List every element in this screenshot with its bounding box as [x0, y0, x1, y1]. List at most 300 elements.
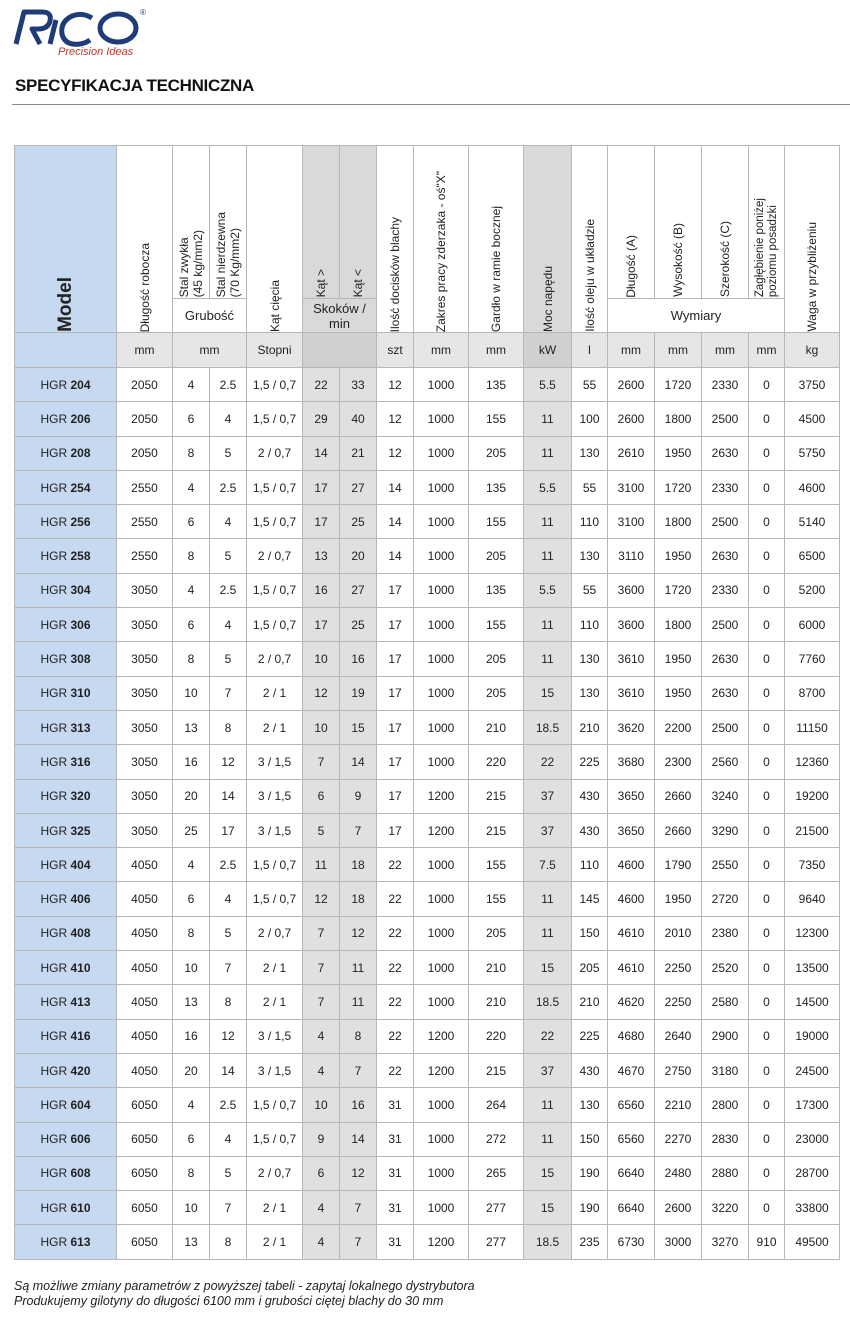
table-cell: 23000	[785, 1122, 840, 1156]
table-cell: 155	[469, 608, 524, 642]
table-cell: 1000	[414, 745, 469, 779]
rico-logo	[12, 6, 152, 60]
table-cell: 0	[749, 1191, 785, 1225]
table-cell: 4050	[117, 916, 173, 950]
model-cell: HGR 320	[15, 779, 117, 813]
table-cell: 25	[173, 813, 210, 847]
table-cell: 3050	[117, 813, 173, 847]
col-dlugosc-a: Długość (A)	[608, 146, 655, 299]
table-cell: 1,5 / 0,7	[247, 368, 303, 402]
table-cell: 4620	[608, 985, 655, 1019]
table-cell: 1,5 / 0,7	[247, 573, 303, 607]
table-cell: 5200	[785, 573, 840, 607]
table-cell: 5	[210, 642, 247, 676]
table-cell: 31	[377, 1122, 414, 1156]
table-cell: 4	[210, 1122, 247, 1156]
table-cell: 3050	[117, 779, 173, 813]
table-cell: 0	[749, 848, 785, 882]
table-cell: 10	[173, 1191, 210, 1225]
table-cell: 8700	[785, 676, 840, 710]
table-cell: 8	[173, 539, 210, 573]
table-cell: 3 / 1,5	[247, 1053, 303, 1087]
col-gardlo: Gardło w ramie bocznej	[469, 146, 524, 333]
table-cell: 7	[210, 1191, 247, 1225]
table-cell: 15	[524, 1191, 572, 1225]
table-cell: 14	[340, 1122, 377, 1156]
table-cell: 7350	[785, 848, 840, 882]
table-cell: 1000	[414, 539, 469, 573]
table-cell: 210	[469, 710, 524, 744]
table-cell: 11	[524, 608, 572, 642]
table-cell: 205	[469, 436, 524, 470]
table-cell: 0	[749, 710, 785, 744]
col-waga: Waga w przybliżeniu	[785, 146, 840, 333]
table-cell: 2 / 1	[247, 676, 303, 710]
model-cell: HGR 304	[15, 573, 117, 607]
table-cell: 135	[469, 573, 524, 607]
table-cell: 1000	[414, 436, 469, 470]
table-cell: 2330	[702, 470, 749, 504]
table-cell: 5	[210, 539, 247, 573]
table-cell: 27	[340, 470, 377, 504]
table-cell: 2630	[702, 642, 749, 676]
col-ilosc-dociskow: Ilość docisków blachy	[377, 146, 414, 333]
table-cell: 0	[749, 1088, 785, 1122]
table-cell: 1950	[655, 676, 702, 710]
table-cell: 430	[572, 779, 608, 813]
model-cell: HGR 408	[15, 916, 117, 950]
table-cell: 3270	[702, 1225, 749, 1259]
table-cell: 25	[340, 505, 377, 539]
model-cell: HGR 325	[15, 813, 117, 847]
table-cell: 205	[469, 642, 524, 676]
table-cell: 0	[749, 368, 785, 402]
table-cell: 1000	[414, 402, 469, 436]
table-cell: 7	[340, 1225, 377, 1259]
table-cell: 2500	[702, 402, 749, 436]
model-cell: HGR 310	[15, 676, 117, 710]
table-row	[15, 985, 840, 1019]
table-cell: 3220	[702, 1191, 749, 1225]
unit-cell: mm	[608, 333, 655, 368]
table-cell: 4050	[117, 1019, 173, 1053]
unit-cell: szt	[377, 333, 414, 368]
table-cell: 37	[524, 1053, 572, 1087]
table-row	[15, 745, 840, 779]
model-cell: HGR 256	[15, 505, 117, 539]
table-cell: 8	[173, 916, 210, 950]
table-cell: 24500	[785, 1053, 840, 1087]
table-cell: 7	[340, 1191, 377, 1225]
model-cell: HGR 306	[15, 608, 117, 642]
table-cell: 1,5 / 0,7	[247, 848, 303, 882]
table-cell: 22	[377, 916, 414, 950]
table-cell: 1000	[414, 505, 469, 539]
table-cell: 22	[377, 1053, 414, 1087]
table-cell: 12	[340, 1156, 377, 1190]
table-cell: 12360	[785, 745, 840, 779]
table-cell: 0	[749, 573, 785, 607]
table-cell: 2.5	[210, 573, 247, 607]
table-cell: 2800	[702, 1088, 749, 1122]
table-cell: 2660	[655, 813, 702, 847]
table-row	[15, 470, 840, 504]
table-cell: 4	[210, 402, 247, 436]
table-cell: 13	[173, 710, 210, 744]
table-cell: 1950	[655, 882, 702, 916]
table-cell: 3 / 1,5	[247, 745, 303, 779]
table-cell: 11	[340, 985, 377, 1019]
footnotes	[14, 1279, 475, 1309]
table-cell: 4670	[608, 1053, 655, 1087]
unit-cell: l	[572, 333, 608, 368]
unit-cell: kg	[785, 333, 840, 368]
table-cell: 1000	[414, 1088, 469, 1122]
table-cell: 3000	[655, 1225, 702, 1259]
table-cell: 6	[173, 402, 210, 436]
table-cell: 2050	[117, 368, 173, 402]
table-cell: 2640	[655, 1019, 702, 1053]
model-cell: HGR 204	[15, 368, 117, 402]
table-cell: 2 / 1	[247, 985, 303, 1019]
table-cell: 5140	[785, 505, 840, 539]
table-cell: 6	[173, 608, 210, 642]
table-cell: 0	[749, 470, 785, 504]
table-cell: 3050	[117, 642, 173, 676]
table-cell: 12	[377, 368, 414, 402]
table-cell: 0	[749, 402, 785, 436]
table-cell: 17	[210, 813, 247, 847]
table-cell: 4	[303, 1225, 340, 1259]
table-cell: 4050	[117, 848, 173, 882]
table-cell: 17	[377, 710, 414, 744]
table-cell: 22	[377, 1019, 414, 1053]
table-row	[15, 951, 840, 985]
table-cell: 6	[303, 779, 340, 813]
table-cell: 0	[749, 642, 785, 676]
table-cell: 2.5	[210, 368, 247, 402]
table-cell: 4050	[117, 985, 173, 1019]
table-cell: 2500	[702, 710, 749, 744]
table-cell: 49500	[785, 1225, 840, 1259]
table-cell: 0	[749, 608, 785, 642]
table-cell: 2560	[702, 745, 749, 779]
table-cell: 22	[303, 368, 340, 402]
table-row	[15, 436, 840, 470]
table-cell: 8	[210, 1225, 247, 1259]
table-cell: 130	[572, 1088, 608, 1122]
table-cell: 7	[340, 813, 377, 847]
table-cell: 1790	[655, 848, 702, 882]
table-cell: 3050	[117, 745, 173, 779]
table-cell: 130	[572, 539, 608, 573]
table-cell: 15	[524, 951, 572, 985]
table-cell: 2660	[655, 779, 702, 813]
table-cell: 135	[469, 368, 524, 402]
table-cell: 2830	[702, 1122, 749, 1156]
table-cell: 22	[377, 951, 414, 985]
table-cell: 1,5 / 0,7	[247, 402, 303, 436]
table-cell: 29	[303, 402, 340, 436]
table-row	[15, 916, 840, 950]
model-cell: HGR 313	[15, 710, 117, 744]
table-cell: 5	[303, 813, 340, 847]
table-cell: 10	[303, 1088, 340, 1122]
table-cell: 8	[210, 710, 247, 744]
table-cell: 10	[173, 676, 210, 710]
table-cell: 4	[303, 1053, 340, 1087]
table-cell: 3240	[702, 779, 749, 813]
unit-cell: mm	[469, 333, 524, 368]
table-cell: 272	[469, 1122, 524, 1156]
table-cell: 205	[572, 951, 608, 985]
table-cell: 155	[469, 402, 524, 436]
table-cell: 2250	[655, 951, 702, 985]
table-cell: 1950	[655, 539, 702, 573]
table-cell: 2550	[702, 848, 749, 882]
table-cell: 18	[340, 848, 377, 882]
table-cell: 6	[173, 505, 210, 539]
table-cell: 4	[303, 1019, 340, 1053]
table-cell: 12	[210, 1019, 247, 1053]
table-cell: 19200	[785, 779, 840, 813]
model-cell: HGR 308	[15, 642, 117, 676]
table-cell: 11	[340, 951, 377, 985]
table-cell: 2550	[117, 505, 173, 539]
table-cell: 2050	[117, 402, 173, 436]
table-cell: 2210	[655, 1088, 702, 1122]
table-cell: 220	[469, 745, 524, 779]
unit-cell	[15, 333, 117, 368]
table-cell: 1800	[655, 608, 702, 642]
table-cell: 18	[340, 882, 377, 916]
model-cell: HGR 416	[15, 1019, 117, 1053]
table-cell: 190	[572, 1156, 608, 1190]
table-cell: 210	[572, 710, 608, 744]
table-cell: 1000	[414, 882, 469, 916]
table-cell: 2 / 1	[247, 710, 303, 744]
table-cell: 2.5	[210, 848, 247, 882]
table-cell: 11	[524, 916, 572, 950]
table-cell: 2 / 0,7	[247, 539, 303, 573]
table-cell: 1000	[414, 1191, 469, 1225]
table-cell: 8	[173, 1156, 210, 1190]
table-cell: 1000	[414, 848, 469, 882]
table-cell: 2900	[702, 1019, 749, 1053]
table-cell: 3620	[608, 710, 655, 744]
table-cell: 1800	[655, 402, 702, 436]
model-cell: HGR 610	[15, 1191, 117, 1225]
table-cell: 6500	[785, 539, 840, 573]
table-cell: 9640	[785, 882, 840, 916]
table-cell: 6050	[117, 1191, 173, 1225]
table-cell: 1,5 / 0,7	[247, 1122, 303, 1156]
table-cell: 4	[173, 1088, 210, 1122]
table-cell: 4050	[117, 882, 173, 916]
table-cell: 210	[469, 985, 524, 1019]
model-cell: HGR 404	[15, 848, 117, 882]
table-cell: 205	[469, 916, 524, 950]
table-cell: 8	[340, 1019, 377, 1053]
unit-cell: mm	[749, 333, 785, 368]
table-cell: 1000	[414, 1122, 469, 1156]
table-cell: 12	[303, 882, 340, 916]
table-cell: 0	[749, 1156, 785, 1190]
table-cell: 2750	[655, 1053, 702, 1087]
table-cell: 3100	[608, 470, 655, 504]
table-cell: 6050	[117, 1088, 173, 1122]
table-cell: 6640	[608, 1191, 655, 1225]
table-cell: 7	[303, 985, 340, 1019]
registered-mark: ®	[140, 8, 146, 17]
table-cell: 3600	[608, 608, 655, 642]
table-cell: 37	[524, 779, 572, 813]
table-cell: 20	[173, 779, 210, 813]
table-cell: 4	[173, 573, 210, 607]
rico-logo-mark	[12, 6, 152, 50]
table-cell: 1200	[414, 1053, 469, 1087]
table-cell: 3100	[608, 505, 655, 539]
table-cell: 17	[377, 813, 414, 847]
table-cell: 5.5	[524, 368, 572, 402]
table-cell: 205	[469, 539, 524, 573]
table-cell: 130	[572, 676, 608, 710]
table-cell: 3650	[608, 813, 655, 847]
table-cell: 5	[210, 916, 247, 950]
table-cell: 6000	[785, 608, 840, 642]
table-cell: 430	[572, 1053, 608, 1087]
table-cell: 2300	[655, 745, 702, 779]
table-cell: 2480	[655, 1156, 702, 1190]
table-cell: 0	[749, 1019, 785, 1053]
table-cell: 4680	[608, 1019, 655, 1053]
table-cell: 14	[377, 505, 414, 539]
table-cell: 277	[469, 1191, 524, 1225]
table-cell: 4	[173, 368, 210, 402]
table-cell: 2550	[117, 470, 173, 504]
col-kat-ciecia: Kąt cięcia	[247, 146, 303, 333]
table-row	[15, 1156, 840, 1190]
table-row	[15, 402, 840, 436]
col-kat-lt: Kąt <	[340, 146, 377, 299]
table-cell: 2 / 1	[247, 1191, 303, 1225]
table-cell: 17300	[785, 1088, 840, 1122]
table-cell: 3750	[785, 368, 840, 402]
table-cell: 2500	[702, 608, 749, 642]
table-cell: 1800	[655, 505, 702, 539]
table-cell: 15	[524, 1156, 572, 1190]
table-cell: 110	[572, 848, 608, 882]
table-cell: 11150	[785, 710, 840, 744]
table-cell: 3110	[608, 539, 655, 573]
model-cell: HGR 410	[15, 951, 117, 985]
table-cell: 1000	[414, 368, 469, 402]
table-cell: 0	[749, 676, 785, 710]
table-cell: 130	[572, 642, 608, 676]
table-cell: 1,5 / 0,7	[247, 882, 303, 916]
table-cell: 4	[173, 470, 210, 504]
table-cell: 15	[340, 710, 377, 744]
table-cell: 8	[210, 985, 247, 1019]
table-row	[15, 573, 840, 607]
model-cell: HGR 413	[15, 985, 117, 1019]
col-szerokosc-c: Szerokość (C)	[702, 146, 749, 299]
table-cell: 9	[340, 779, 377, 813]
table-cell: 16	[173, 1019, 210, 1053]
table-cell: 17	[377, 608, 414, 642]
table-cell: 1,5 / 0,7	[247, 505, 303, 539]
table-cell: 6730	[608, 1225, 655, 1259]
table-cell: 2630	[702, 436, 749, 470]
table-cell: 7	[303, 745, 340, 779]
unit-cell: Stopni	[247, 333, 303, 368]
unit-cell: mm	[414, 333, 469, 368]
table-cell: 12	[377, 402, 414, 436]
table-cell: 16	[173, 745, 210, 779]
table-cell: 100	[572, 402, 608, 436]
title-divider	[12, 104, 850, 105]
table-cell: 33	[340, 368, 377, 402]
col-olej: Ilość oleju w układzie	[572, 146, 608, 333]
table-cell: 0	[749, 882, 785, 916]
table-cell: 4050	[117, 951, 173, 985]
col-wysokosc-b: Wysokość (B)	[655, 146, 702, 299]
group-wymiary: Wymiary	[608, 299, 785, 333]
table-row	[15, 676, 840, 710]
table-cell: 1720	[655, 573, 702, 607]
col-moc: Moc napędu	[524, 146, 572, 333]
table-cell: 2330	[702, 573, 749, 607]
table-cell: 0	[749, 916, 785, 950]
table-cell: 110	[572, 608, 608, 642]
table-cell: 2600	[655, 1191, 702, 1225]
table-cell: 4610	[608, 916, 655, 950]
table-cell: 2250	[655, 985, 702, 1019]
table-cell: 22	[524, 1019, 572, 1053]
table-cell: 2600	[608, 368, 655, 402]
table-cell: 1200	[414, 779, 469, 813]
table-cell: 7	[210, 951, 247, 985]
table-row	[15, 1191, 840, 1225]
table-cell: 5.5	[524, 470, 572, 504]
table-cell: 3680	[608, 745, 655, 779]
table-cell: 14	[340, 745, 377, 779]
table-cell: 0	[749, 436, 785, 470]
table-cell: 13	[173, 1225, 210, 1259]
table-cell: 18.5	[524, 1225, 572, 1259]
table-cell: 17	[377, 573, 414, 607]
footnote: Produkujemy gilotyny do długości 6100 mm i grubości ciętej blachy do 30 mm	[14, 1294, 444, 1308]
table-cell: 2 / 1	[247, 1225, 303, 1259]
table-cell: 4	[173, 848, 210, 882]
model-cell: HGR 604	[15, 1088, 117, 1122]
table-cell: 31	[377, 1088, 414, 1122]
table-cell: 7	[303, 951, 340, 985]
table-cell: 6560	[608, 1122, 655, 1156]
table-cell: 10	[303, 642, 340, 676]
table-row	[15, 882, 840, 916]
table-cell: 2720	[702, 882, 749, 916]
table-cell: 17	[377, 745, 414, 779]
table-cell: 2 / 0,7	[247, 916, 303, 950]
table-cell: 2330	[702, 368, 749, 402]
table-cell: 2.5	[210, 1088, 247, 1122]
table-cell: 33800	[785, 1191, 840, 1225]
table-cell: 11	[524, 402, 572, 436]
table-cell: 2630	[702, 676, 749, 710]
table-cell: 3180	[702, 1053, 749, 1087]
table-cell: 17	[303, 505, 340, 539]
